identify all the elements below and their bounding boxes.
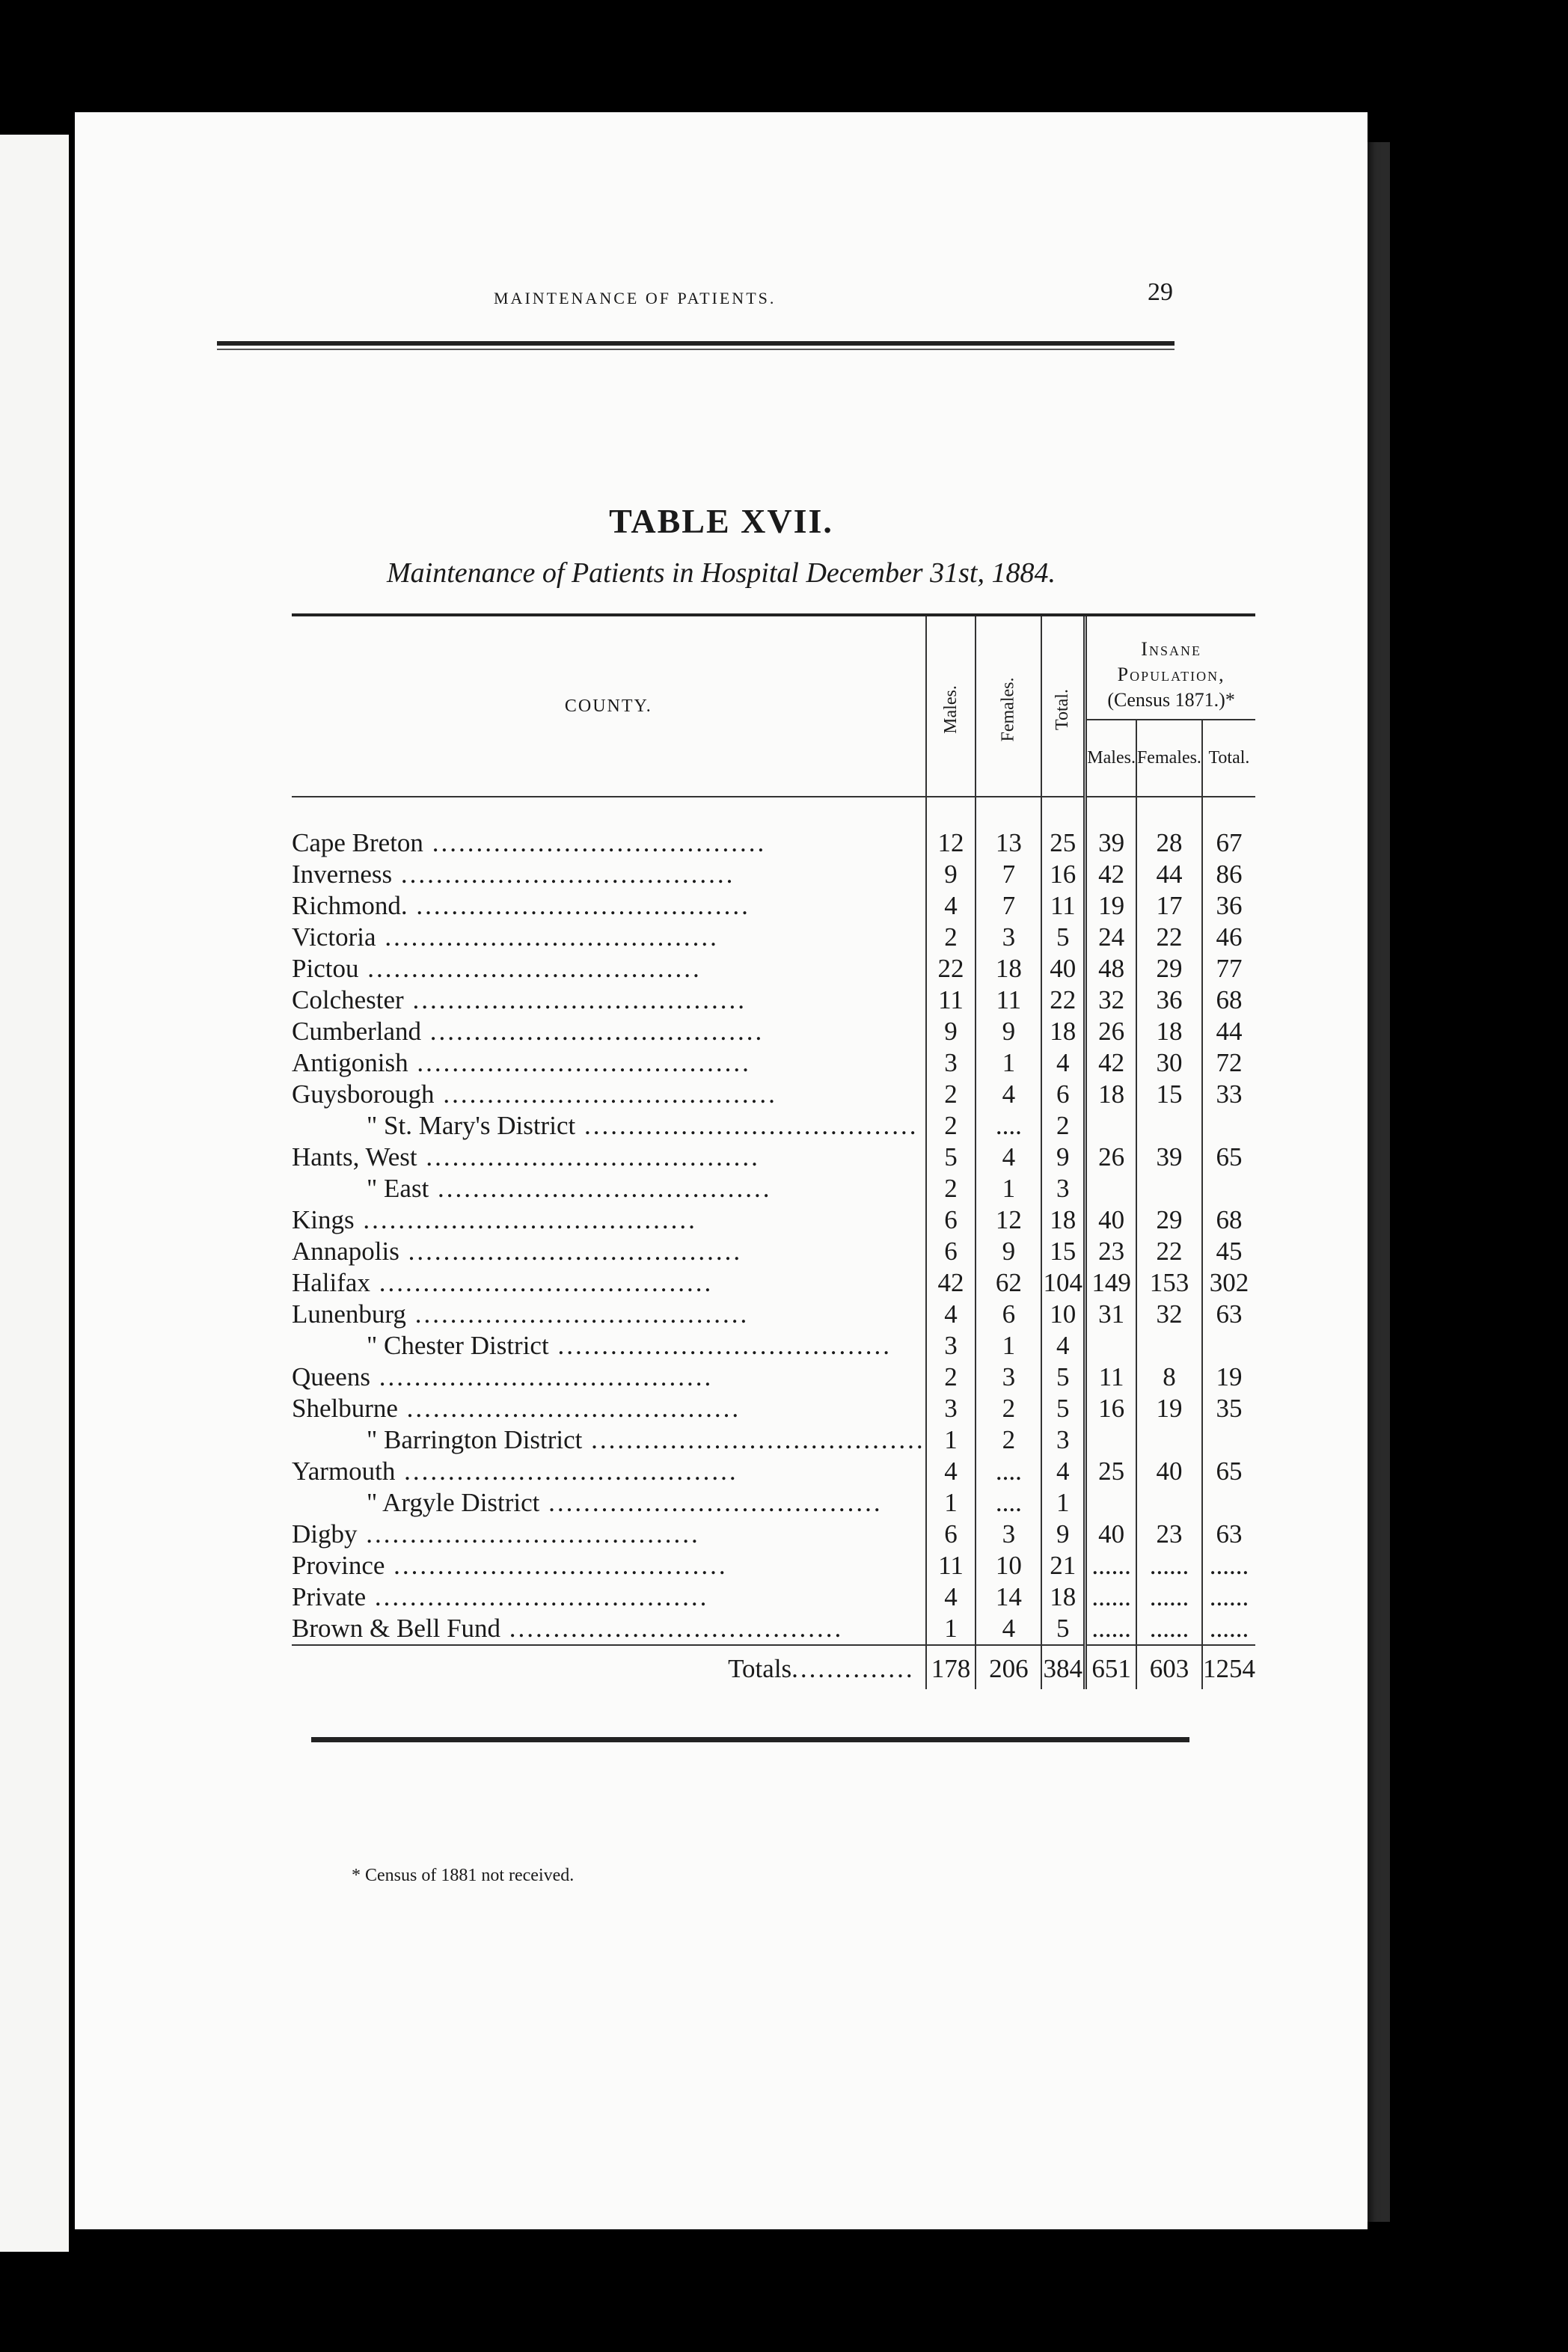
insane-males-cell: ...... (1085, 1613, 1136, 1645)
insane-total-cell: 36 (1202, 890, 1255, 922)
table-container (292, 613, 1255, 1689)
county-cell: " East ...................................... (367, 1174, 772, 1203)
insane-females-cell: ...... (1136, 1613, 1202, 1645)
insane-total-cell: 86 (1202, 859, 1255, 890)
insane-males-cell: 24 (1085, 922, 1136, 953)
insane-females-cell (1136, 1173, 1202, 1204)
insane-females-cell: 22 (1136, 922, 1202, 953)
insane-males-cell (1085, 1330, 1136, 1362)
males-cell: 6 (926, 1236, 976, 1267)
males-cell: 11 (926, 1550, 976, 1581)
total-cell: 18 (1041, 1581, 1085, 1613)
table-row (292, 1487, 1255, 1519)
total-cell: 5 (1041, 1393, 1085, 1424)
table-row (292, 1173, 1255, 1204)
insane-males-cell: ...... (1085, 1550, 1136, 1581)
insane-males-cell: 11 (1085, 1362, 1136, 1393)
males-cell: 2 (926, 1362, 976, 1393)
county-cell: " Chester District ...................................... (367, 1331, 892, 1360)
table-row (292, 1519, 1255, 1550)
males-cell: 11 (926, 984, 976, 1016)
insane-males-cell: 40 (1085, 1519, 1136, 1550)
insane-total-cell: ...... (1202, 1613, 1255, 1645)
total-cell: 16 (1041, 859, 1085, 890)
header-row-1 (292, 616, 1255, 720)
males-cell: 1 (926, 1613, 976, 1645)
insane-males-cell: 16 (1085, 1393, 1136, 1424)
females-cell: 4 (976, 1142, 1041, 1173)
insane-females-cell: 23 (1136, 1519, 1202, 1550)
running-head: MAINTENANCE OF PATIENTS. (494, 289, 777, 307)
county-cell: Inverness ...................................... (292, 860, 735, 889)
insane-females-cell: 8 (1136, 1362, 1202, 1393)
insane-males-cell: 42 (1085, 859, 1136, 890)
header-insane-females: Females. (1136, 720, 1202, 796)
total-cell: 22 (1041, 984, 1085, 1016)
males-cell: 3 (926, 1330, 976, 1362)
insane-total-cell: 45 (1202, 1236, 1255, 1267)
table-row (292, 827, 1255, 859)
females-cell: 1 (976, 1330, 1041, 1362)
totals-insane-total: 1254 (1202, 1645, 1255, 1689)
table-body (292, 827, 1255, 1645)
county-cell: Kings ...................................... (292, 1205, 697, 1234)
total-cell: 11 (1041, 890, 1085, 922)
insane-females-cell: ...... (1136, 1550, 1202, 1581)
females-cell: 7 (976, 859, 1041, 890)
insane-males-cell (1085, 1110, 1136, 1142)
insane-total-cell: 63 (1202, 1519, 1255, 1550)
insane-total-cell (1202, 1330, 1255, 1362)
header-insane-line2: (Census 1871.)* (1107, 689, 1235, 711)
footnote: * Census of 1881 not received. (352, 1866, 575, 1885)
page-edge-shadow (1368, 142, 1390, 2222)
males-cell: 2 (926, 922, 976, 953)
insane-males-cell: 32 (1085, 984, 1136, 1016)
county-cell: Lunenburg ...................................... (292, 1299, 750, 1329)
insane-total-cell: ...... (1202, 1581, 1255, 1613)
table-row (292, 1204, 1255, 1236)
table-row (292, 984, 1255, 1016)
header-rule-thin (217, 349, 1175, 350)
insane-males-cell (1085, 1173, 1136, 1204)
insane-males-cell: ...... (1085, 1581, 1136, 1613)
insane-total-cell: 44 (1202, 1016, 1255, 1047)
total-cell: 4 (1041, 1047, 1085, 1079)
table-bottom-rule (311, 1737, 1189, 1742)
county-cell: Annapolis ...................................... (292, 1237, 743, 1266)
county-cell: Shelburne ...................................... (292, 1394, 741, 1423)
total-cell: 3 (1041, 1424, 1085, 1456)
table-row (292, 1267, 1255, 1299)
table-subtitle: Maintenance of Patients in Hospital December 31st, 1884. (387, 557, 1056, 589)
males-cell: 2 (926, 1110, 976, 1142)
total-cell: 15 (1041, 1236, 1085, 1267)
insane-females-cell: ...... (1136, 1581, 1202, 1613)
total-cell: 10 (1041, 1299, 1085, 1330)
males-cell: 6 (926, 1519, 976, 1550)
county-cell: Pictou ...................................... (292, 954, 702, 983)
insane-total-cell (1202, 1173, 1255, 1204)
total-cell: 4 (1041, 1330, 1085, 1362)
insane-total-cell: 68 (1202, 1204, 1255, 1236)
totals-row (292, 1645, 1255, 1689)
insane-total-cell: 35 (1202, 1393, 1255, 1424)
insane-males-cell: 42 (1085, 1047, 1136, 1079)
insane-females-cell (1136, 1424, 1202, 1456)
insane-females-cell: 17 (1136, 890, 1202, 922)
insane-males-cell: 26 (1085, 1142, 1136, 1173)
females-cell: 12 (976, 1204, 1041, 1236)
insane-males-cell: 19 (1085, 890, 1136, 922)
header-insane-males: Males. (1085, 720, 1136, 796)
insane-males-cell: 149 (1085, 1267, 1136, 1299)
insane-females-cell: 36 (1136, 984, 1202, 1016)
table-row (292, 1236, 1255, 1267)
males-cell: 3 (926, 1393, 976, 1424)
females-cell: 2 (976, 1393, 1041, 1424)
header-total: Total. (1041, 616, 1085, 796)
insane-males-cell: 26 (1085, 1016, 1136, 1047)
totals-label: Totals.............. (292, 1645, 926, 1689)
total-cell: 18 (1041, 1204, 1085, 1236)
insane-females-cell (1136, 1487, 1202, 1519)
insane-females-cell: 19 (1136, 1393, 1202, 1424)
insane-total-cell (1202, 1110, 1255, 1142)
females-cell: 9 (976, 1016, 1041, 1047)
county-cell: Colchester ...................................... (292, 985, 747, 1014)
females-cell: .... (976, 1456, 1041, 1487)
insane-males-cell: 40 (1085, 1204, 1136, 1236)
males-cell: 4 (926, 890, 976, 922)
county-cell: Province ...................................... (292, 1551, 728, 1580)
males-cell: 4 (926, 1581, 976, 1613)
table-row (292, 1581, 1255, 1613)
insane-females-cell: 29 (1136, 1204, 1202, 1236)
males-cell: 6 (926, 1204, 976, 1236)
males-cell: 1 (926, 1487, 976, 1519)
males-cell: 12 (926, 827, 976, 859)
county-cell: Private ...................................... (292, 1582, 709, 1611)
males-cell: 4 (926, 1299, 976, 1330)
females-cell: 2 (976, 1424, 1041, 1456)
males-cell: 5 (926, 1142, 976, 1173)
females-cell: 14 (976, 1581, 1041, 1613)
county-cell: Brown & Bell Fund ...................................... (292, 1614, 844, 1643)
totals-insane-males: 651 (1085, 1645, 1136, 1689)
maintenance-table (292, 613, 1255, 1689)
females-cell: 4 (976, 1079, 1041, 1110)
females-cell: 3 (976, 922, 1041, 953)
table-title: TABLE XVII. (609, 502, 833, 540)
insane-total-cell: 302 (1202, 1267, 1255, 1299)
total-cell: 21 (1041, 1550, 1085, 1581)
header-county: COUNTY. (564, 696, 652, 716)
county-cell: " St. Mary's District ...................................... (367, 1111, 919, 1140)
insane-females-cell (1136, 1110, 1202, 1142)
table-row (292, 1079, 1255, 1110)
males-cell: 1 (926, 1424, 976, 1456)
totals-females: 206 (976, 1645, 1041, 1689)
total-cell: 2 (1041, 1110, 1085, 1142)
insane-females-cell: 29 (1136, 953, 1202, 984)
total-cell: 9 (1041, 1519, 1085, 1550)
males-cell: 2 (926, 1079, 976, 1110)
table-row (292, 1142, 1255, 1173)
table-row (292, 1424, 1255, 1456)
total-cell: 104 (1041, 1267, 1085, 1299)
insane-total-cell: 63 (1202, 1299, 1255, 1330)
header-insane-population (1085, 616, 1255, 720)
insane-males-cell: 31 (1085, 1299, 1136, 1330)
county-cell: Antigonish ...................................... (292, 1048, 751, 1077)
totals-males: 178 (926, 1645, 976, 1689)
females-cell: 9 (976, 1236, 1041, 1267)
insane-females-cell: 40 (1136, 1456, 1202, 1487)
table-row (292, 1550, 1255, 1581)
table-row (292, 859, 1255, 890)
females-cell: 62 (976, 1267, 1041, 1299)
table-row (292, 1016, 1255, 1047)
total-cell: 3 (1041, 1173, 1085, 1204)
total-cell: 5 (1041, 922, 1085, 953)
insane-females-cell: 15 (1136, 1079, 1202, 1110)
header-rule (217, 341, 1175, 346)
insane-males-cell: 23 (1085, 1236, 1136, 1267)
insane-total-cell: 33 (1202, 1079, 1255, 1110)
header-insane-total: Total. (1202, 720, 1255, 796)
document-page (75, 112, 1368, 2229)
insane-total-cell: 65 (1202, 1142, 1255, 1173)
males-cell: 2 (926, 1173, 976, 1204)
males-cell: 42 (926, 1267, 976, 1299)
insane-males-cell (1085, 1424, 1136, 1456)
insane-females-cell: 18 (1136, 1016, 1202, 1047)
county-cell: " Barrington District ...................................... (367, 1425, 925, 1454)
table-row (292, 1393, 1255, 1424)
table-row (292, 1613, 1255, 1645)
females-cell: .... (976, 1110, 1041, 1142)
males-cell: 4 (926, 1456, 976, 1487)
females-cell: 4 (976, 1613, 1041, 1645)
total-cell: 5 (1041, 1362, 1085, 1393)
females-cell: 1 (976, 1173, 1041, 1204)
males-cell: 22 (926, 953, 976, 984)
total-cell: 1 (1041, 1487, 1085, 1519)
insane-total-cell (1202, 1424, 1255, 1456)
total-cell: 6 (1041, 1079, 1085, 1110)
county-cell: Queens ...................................... (292, 1362, 714, 1391)
county-cell: Guysborough ...................................... (292, 1079, 777, 1109)
insane-males-cell: 48 (1085, 953, 1136, 984)
insane-females-cell: 30 (1136, 1047, 1202, 1079)
insane-total-cell: 46 (1202, 922, 1255, 953)
insane-total-cell: 68 (1202, 984, 1255, 1016)
males-cell: 9 (926, 859, 976, 890)
county-cell: Hants, West ...................................... (292, 1142, 760, 1172)
insane-total-cell: 72 (1202, 1047, 1255, 1079)
females-cell: 7 (976, 890, 1041, 922)
table-row (292, 890, 1255, 922)
insane-females-cell: 32 (1136, 1299, 1202, 1330)
table-row (292, 1362, 1255, 1393)
county-cell: Halifax ...................................... (292, 1268, 714, 1297)
insane-males-cell (1085, 1487, 1136, 1519)
county-cell: Cape Breton ...................................... (292, 828, 767, 857)
county-cell: Digby ...................................... (292, 1519, 700, 1549)
females-cell: 3 (976, 1519, 1041, 1550)
table-row (292, 1330, 1255, 1362)
totals-total: 384 (1041, 1645, 1085, 1689)
insane-total-cell: 77 (1202, 953, 1255, 984)
table-row (292, 1047, 1255, 1079)
males-cell: 9 (926, 1016, 976, 1047)
totals-insane-females: 603 (1136, 1645, 1202, 1689)
insane-total-cell: 67 (1202, 827, 1255, 859)
females-cell: 3 (976, 1362, 1041, 1393)
females-cell: 11 (976, 984, 1041, 1016)
table-row (292, 1456, 1255, 1487)
insane-males-cell: 25 (1085, 1456, 1136, 1487)
insane-males-cell: 18 (1085, 1079, 1136, 1110)
page-number: 29 (1148, 278, 1173, 306)
table-row (292, 953, 1255, 984)
insane-females-cell: 28 (1136, 827, 1202, 859)
spacer-row (292, 797, 1255, 827)
insane-total-cell: 65 (1202, 1456, 1255, 1487)
insane-total-cell: 19 (1202, 1362, 1255, 1393)
county-cell: " Argyle District ...................................... (367, 1488, 883, 1517)
total-cell: 25 (1041, 827, 1085, 859)
header-insane-line1: Insane Population, (1117, 638, 1225, 686)
females-cell: 18 (976, 953, 1041, 984)
header-females: Females. (976, 616, 1041, 796)
county-cell: Cumberland ...................................... (292, 1017, 765, 1046)
females-cell: 13 (976, 827, 1041, 859)
table-row (292, 1110, 1255, 1142)
females-cell: 10 (976, 1550, 1041, 1581)
insane-males-cell: 39 (1085, 827, 1136, 859)
total-cell: 40 (1041, 953, 1085, 984)
females-cell: 6 (976, 1299, 1041, 1330)
table-row (292, 922, 1255, 953)
females-cell: .... (976, 1487, 1041, 1519)
header-males: Males. (926, 616, 976, 796)
insane-females-cell: 22 (1136, 1236, 1202, 1267)
total-cell: 4 (1041, 1456, 1085, 1487)
total-cell: 9 (1041, 1142, 1085, 1173)
table-row (292, 1299, 1255, 1330)
insane-total-cell: ...... (1202, 1550, 1255, 1581)
insane-females-cell (1136, 1330, 1202, 1362)
insane-total-cell (1202, 1487, 1255, 1519)
county-cell: Victoria ...................................... (292, 922, 719, 952)
insane-females-cell: 153 (1136, 1267, 1202, 1299)
county-cell: Richmond. ...................................... (292, 891, 750, 920)
males-cell: 3 (926, 1047, 976, 1079)
insane-females-cell: 39 (1136, 1142, 1202, 1173)
county-cell: Yarmouth ...................................... (292, 1457, 738, 1486)
total-cell: 18 (1041, 1016, 1085, 1047)
adjacent-page-edge (0, 135, 69, 2252)
insane-females-cell: 44 (1136, 859, 1202, 890)
total-cell: 5 (1041, 1613, 1085, 1645)
females-cell: 1 (976, 1047, 1041, 1079)
